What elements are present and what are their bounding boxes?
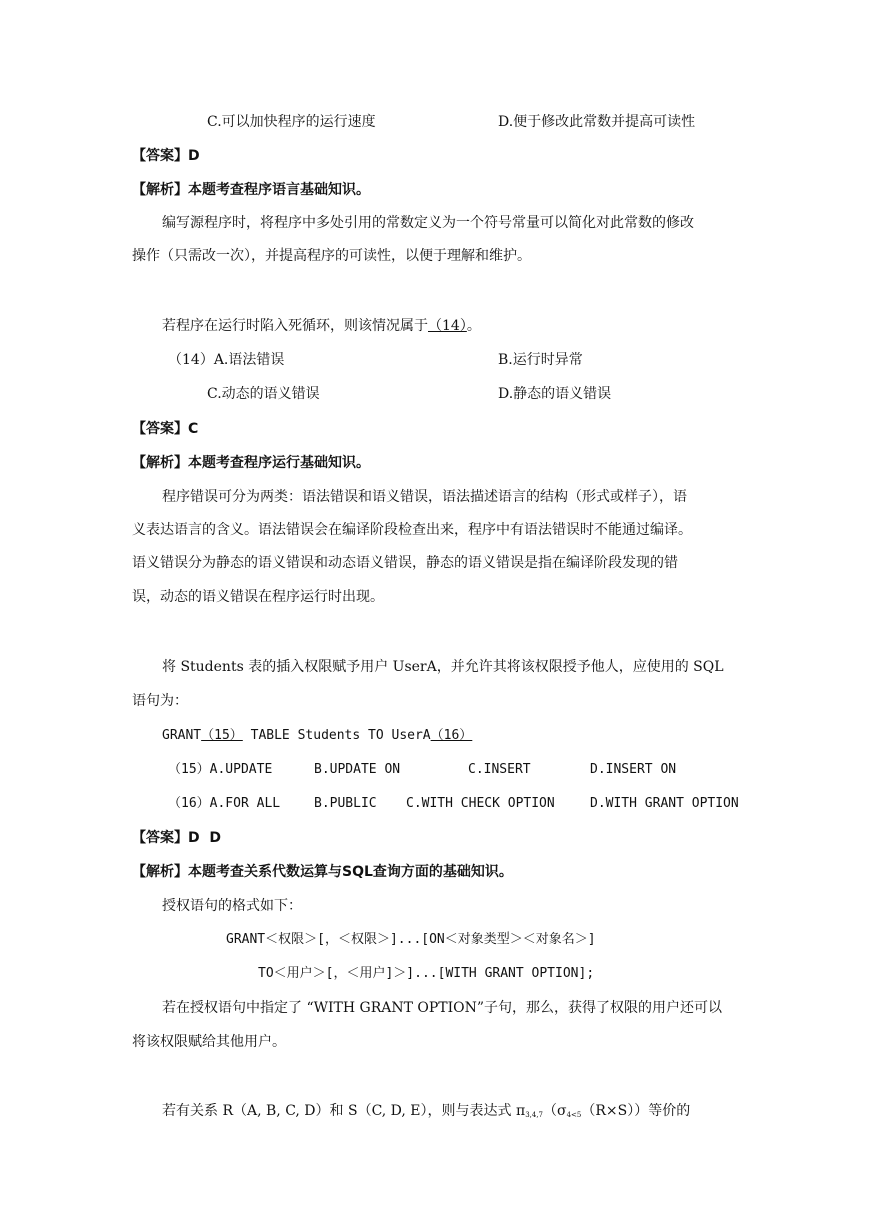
answer-blank: （16） [430,728,473,743]
option-a: （16）A.FOR ALL [168,796,281,811]
answer-value: C [188,421,199,437]
option-d: D.静态的语义错误 [498,386,612,402]
answer-blank: （14） [428,318,467,334]
answer-label: 【答案】 [132,830,188,846]
analysis-label: 【解析】 [132,864,188,880]
analysis-paragraph-line: 程序错误可分为两类：语法错误和语义错误，语法描述语言的结构（形式或样子），语 [162,489,687,505]
answer-value: D [188,148,200,164]
option-a: （14）A.语法错误 [168,352,285,368]
sql-text: GRANT [162,728,202,743]
question-stem [162,316,481,336]
stem-text: （R×S））等价的 [581,1103,691,1119]
sql-statement [162,726,472,746]
stem-text: 若有关系 R（A, B, C, D）和 S（C, D, E），则与表达式 π [162,1103,526,1119]
analysis-paragraph-line: 语义错误分为静态的语义错误和动态语义错误，静态的语义错误是指在编译阶段发现的错 [132,555,678,571]
option-b: B.PUBLIC [314,796,377,811]
option-b: B.运行时异常 [498,352,583,368]
option-b: B.UPDATE ON [314,762,401,777]
syntax-formula-line: TO＜用户＞[，＜用户]＞]...[WITH GRANT OPTION]; [258,966,595,981]
answer-label: 【答案】 [132,148,188,164]
sql-text: TABLE Students TO UserA [242,728,431,743]
analysis-heading [132,180,370,200]
analysis-paragraph-line: 授权语句的格式如下： [162,898,302,914]
option-c: C.动态的语义错误 [207,386,320,402]
option-d: D.INSERT ON [590,762,677,777]
answer-blank: （15） [201,728,243,743]
answer-line [132,419,198,439]
analysis-paragraph-line: 编写源程序时，将程序中多处引用的常数定义为一个符号常量可以简化对此常数的修改 [162,215,694,231]
answer-line [132,828,221,848]
syntax-formula-line: GRANT＜权限＞[，＜权限＞]...[ON＜对象类型＞＜对象名＞] [226,932,596,947]
subscript: 4<5 [566,1111,582,1119]
analysis-title: 本题考查程序运行基础知识。 [188,455,370,471]
analysis-title: 本题考查程序语言基础知识。 [188,182,370,198]
analysis-heading [132,862,513,882]
analysis-heading [132,453,370,473]
analysis-paragraph-line: 误，动态的语义错误在程序运行时出现。 [132,589,384,605]
answer-line [132,146,200,166]
option-c: C.WITH CHECK OPTION [406,796,555,811]
option-a: （15）A.UPDATE [168,762,273,777]
analysis-label: 【解析】 [132,455,188,471]
question-stem: 将 Students 表的插入权限赋予用户 UserA，并允许其将该权限授予他人，应使用的 SQL [162,659,724,675]
answer-value: D D [188,830,221,846]
stem-text: （σ [543,1103,567,1119]
option-d: D.WITH GRANT OPTION [590,796,739,811]
analysis-title: 本题考查关系代数运算与SQL查询方面的基础知识。 [188,864,513,880]
option-d: D.便于修改此常数并提高可读性 [498,114,696,130]
analysis-paragraph-line: 义表达语言的含义。语法错误会在编译阶段检查出来，程序中有语法错误时不能通过编译。 [132,522,692,538]
subscript: 3,4,7 [525,1111,543,1119]
stem-text: 若程序在运行时陷入死循环，则该情况属于 [162,318,428,334]
option-c: C.可以加快程序的运行速度 [207,114,376,130]
option-c: C.INSERT [468,762,531,777]
stem-text: 。 [466,318,481,334]
analysis-label: 【解析】 [132,182,188,198]
question-stem: 语句为： [132,693,188,709]
analysis-paragraph-line: 若在授权语句中指定了 “WITH GRANT OPTION”子句，那么，获得了权限的用户还可以 [162,1000,723,1016]
analysis-paragraph-line: 操作（只需改一次），并提高程序的可读性，以便于理解和维护。 [132,248,531,264]
answer-label: 【答案】 [132,421,188,437]
analysis-paragraph-line: 将该权限赋给其他用户。 [132,1034,286,1050]
question-stem [162,1101,690,1125]
